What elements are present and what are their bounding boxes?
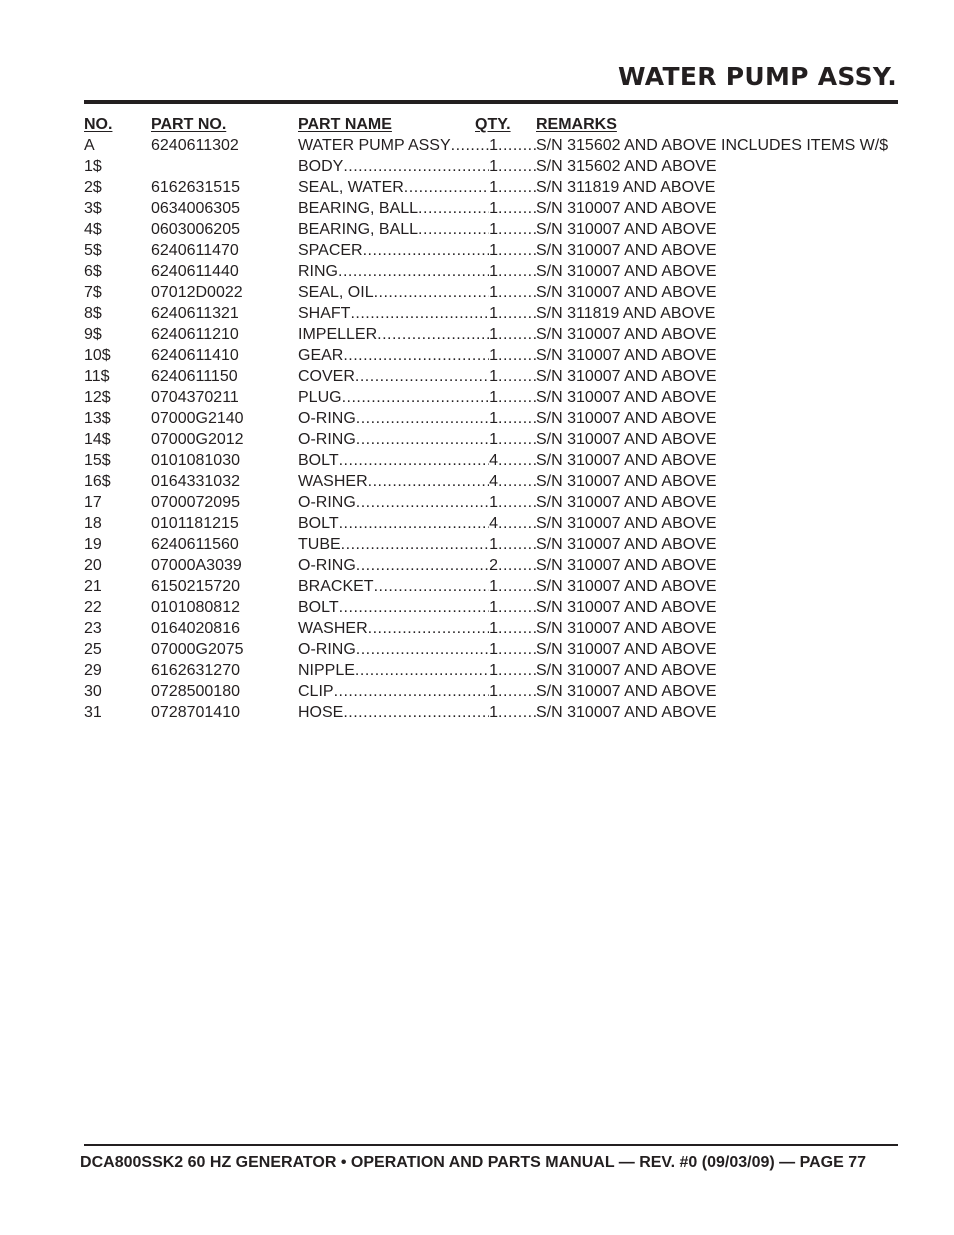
dot-leader: [498, 261, 536, 282]
part-number: 6240611440: [151, 263, 239, 280]
dot-leader: [498, 450, 536, 471]
quantity: 1: [489, 242, 498, 259]
dot-leader: [355, 660, 489, 681]
table-row: [84, 198, 884, 219]
dot-leader: [356, 429, 489, 450]
dot-leader: [343, 702, 489, 723]
part-name-qty-cell: [298, 345, 536, 366]
item-number: 8$: [84, 305, 102, 322]
dot-leader: [341, 534, 489, 555]
remarks: S/N 315602 AND ABOVE: [536, 158, 717, 175]
part-number: 07000A3039: [151, 557, 242, 574]
part-name-qty-cell: [298, 471, 536, 492]
part-number: 0700072095: [151, 494, 240, 511]
dot-leader: [498, 135, 536, 156]
remarks: S/N 310007 AND ABOVE: [536, 410, 717, 427]
table-row: [84, 261, 884, 282]
quantity: 1: [489, 599, 498, 616]
part-number: 6240611410: [151, 347, 239, 364]
remarks: S/N 310007 AND ABOVE: [536, 662, 717, 679]
part-name: TUBE: [298, 536, 341, 553]
part-name: SEAL, WATER: [298, 179, 404, 196]
item-number: 14$: [84, 431, 111, 448]
quantity: 1: [489, 305, 498, 322]
item-number: 5$: [84, 242, 102, 259]
dot-leader: [498, 282, 536, 303]
part-number: 0101080812: [151, 599, 240, 616]
title-divider: [84, 100, 898, 104]
quantity: 4: [489, 515, 498, 532]
item-number: 21: [84, 578, 102, 595]
quantity: 1: [489, 284, 498, 301]
remarks: S/N 310007 AND ABOVE: [536, 620, 717, 637]
quantity: 1: [489, 641, 498, 658]
remarks: S/N 310007 AND ABOVE: [536, 494, 717, 511]
table-row: [84, 219, 884, 240]
dot-leader: [418, 198, 489, 219]
item-number: 20: [84, 557, 102, 574]
part-name-qty-cell: [298, 387, 536, 408]
remarks: S/N 310007 AND ABOVE: [536, 641, 717, 658]
quantity: 1: [489, 578, 498, 595]
part-number: 07000G2075: [151, 641, 244, 658]
remarks: S/N 310007 AND ABOVE: [536, 347, 717, 364]
dot-leader: [498, 534, 536, 555]
part-name: BRACKET: [298, 578, 374, 595]
dot-leader: [374, 576, 490, 597]
remarks: S/N 310007 AND ABOVE: [536, 704, 717, 721]
table-row: [84, 492, 884, 513]
dot-leader: [368, 471, 489, 492]
part-number: 07012D0022: [151, 284, 243, 301]
dot-leader: [498, 408, 536, 429]
part-name: SPACER: [298, 242, 363, 259]
part-name-qty-cell: [298, 240, 536, 261]
part-name: O-RING: [298, 557, 356, 574]
table-row: [84, 618, 884, 639]
item-number: 18: [84, 515, 102, 532]
part-number: 6240611150: [151, 368, 238, 385]
table-row: [84, 576, 884, 597]
part-name: WATER PUMP ASSY: [298, 137, 451, 154]
dot-leader: [498, 597, 536, 618]
item-number: 17: [84, 494, 102, 511]
quantity: 1: [489, 347, 498, 364]
dot-leader: [498, 219, 536, 240]
quantity: 2: [489, 557, 498, 574]
item-number: 10$: [84, 347, 111, 364]
part-name: PLUG: [298, 389, 342, 406]
item-number: 2$: [84, 179, 102, 196]
part-number: 0164020816: [151, 620, 240, 637]
part-name-qty-cell: [298, 429, 536, 450]
part-name-qty-cell: [298, 660, 536, 681]
dot-leader: [356, 639, 489, 660]
item-number: 23: [84, 620, 102, 637]
part-name: SEAL, OIL: [298, 284, 374, 301]
quantity: 1: [489, 704, 498, 721]
part-name-qty-cell: [298, 618, 536, 639]
item-number: 29: [84, 662, 102, 679]
table-row: [84, 135, 889, 156]
remarks: S/N 310007 AND ABOVE: [536, 368, 717, 385]
table-row: [84, 450, 884, 471]
dot-leader: [498, 471, 536, 492]
header-remarks: REMARKS: [536, 116, 617, 133]
part-name: CLIP: [298, 683, 334, 700]
dot-leader: [377, 324, 489, 345]
dot-leader: [418, 219, 489, 240]
dot-leader: [498, 198, 536, 219]
part-number: 07000G2140: [151, 410, 244, 427]
part-name-qty-cell: [298, 597, 536, 618]
remarks: S/N 310007 AND ABOVE: [536, 221, 717, 238]
item-number: 11$: [84, 368, 110, 385]
quantity: 1: [489, 536, 498, 553]
table-row: [84, 429, 884, 450]
quantity: 1: [489, 200, 498, 217]
part-name-qty-cell: [298, 513, 536, 534]
remarks: S/N 310007 AND ABOVE: [536, 284, 717, 301]
part-name: BOLT: [298, 515, 339, 532]
header-part-no: PART NO.: [151, 116, 227, 133]
dot-leader: [498, 576, 536, 597]
dot-leader: [356, 555, 489, 576]
remarks: S/N 310007 AND ABOVE: [536, 515, 717, 532]
part-name-qty-cell: [298, 156, 536, 177]
dot-leader: [498, 639, 536, 660]
header-qty: QTY.: [475, 116, 511, 133]
dot-leader: [498, 618, 536, 639]
table-row: [84, 513, 884, 534]
dot-leader: [498, 681, 536, 702]
part-number: 0728500180: [151, 683, 240, 700]
part-name-qty-cell: [298, 282, 536, 303]
item-number: 25: [84, 641, 102, 658]
dot-leader: [498, 387, 536, 408]
part-name-qty-cell: [298, 261, 536, 282]
dot-leader: [498, 303, 536, 324]
part-number: 6162631515: [151, 179, 240, 196]
part-name-qty-cell: [298, 681, 536, 702]
part-name: BEARING, BALL: [298, 200, 419, 217]
part-name: HOSE: [298, 704, 344, 721]
table-row: [84, 597, 884, 618]
part-name-qty-cell: [298, 639, 536, 660]
table-row: [84, 240, 884, 261]
dot-leader: [498, 156, 536, 177]
remarks: S/N 310007 AND ABOVE: [536, 578, 717, 595]
remarks: S/N 315602 AND ABOVE INCLUDES ITEMS W/$: [536, 137, 889, 154]
dot-leader: [451, 135, 489, 156]
part-number: 0164331032: [151, 473, 240, 490]
table-header-row: [84, 114, 884, 135]
dot-leader: [334, 681, 490, 702]
page-footer: DCA800SSK2 60 HZ GENERATOR • OPERATION AND PARTS MANUAL — REV. #0 (09/03/09) — PAGE 77: [80, 1154, 866, 1171]
part-name-qty-cell: [298, 198, 536, 219]
part-number: 6240611560: [151, 536, 239, 553]
part-name: RING: [298, 263, 338, 280]
part-name: BODY: [298, 158, 344, 175]
part-name-qty-cell: [298, 576, 536, 597]
part-number: 6240611210: [151, 326, 239, 343]
quantity: 4: [489, 473, 498, 490]
dot-leader: [339, 450, 489, 471]
part-name-qty-cell: [298, 303, 536, 324]
remarks: S/N 310007 AND ABOVE: [536, 263, 717, 280]
dot-leader: [498, 366, 536, 387]
table-body: [84, 135, 889, 723]
dot-leader: [342, 387, 490, 408]
part-number: 0603006205: [151, 221, 240, 238]
dot-leader: [350, 303, 489, 324]
table-row: [84, 303, 884, 324]
part-number: 0728701410: [151, 704, 240, 721]
part-name: NIPPLE: [298, 662, 355, 679]
dot-leader: [498, 702, 536, 723]
remarks: S/N 310007 AND ABOVE: [536, 452, 717, 469]
dot-leader: [498, 492, 536, 513]
quantity: 1: [489, 221, 498, 238]
remarks: S/N 310007 AND ABOVE: [536, 326, 717, 343]
dot-leader: [498, 240, 536, 261]
header-part-name: PART NAME: [298, 116, 392, 133]
dot-leader: [498, 177, 536, 198]
part-name-qty-cell: [298, 324, 536, 345]
quantity: 1: [489, 389, 498, 406]
part-name-qty-cell: [298, 702, 536, 723]
item-number: 30: [84, 683, 102, 700]
part-number: 0101081030: [151, 452, 240, 469]
dot-leader: [498, 513, 536, 534]
quantity: 1: [489, 620, 498, 637]
quantity: 1: [489, 137, 498, 154]
table-row: [84, 345, 884, 366]
table-row: [84, 660, 884, 681]
remarks: S/N 310007 AND ABOVE: [536, 200, 717, 217]
part-name: BOLT: [298, 452, 339, 469]
page-title: WATER PUMP ASSY.: [618, 62, 897, 91]
dot-leader: [374, 282, 490, 303]
item-number: 15$: [84, 452, 111, 469]
dot-leader: [368, 618, 489, 639]
item-number: 7$: [84, 284, 102, 301]
table-row: [84, 639, 884, 660]
table-row: [84, 702, 884, 723]
quantity: 1: [489, 683, 498, 700]
part-name: O-RING: [298, 494, 356, 511]
dot-leader: [339, 597, 489, 618]
table-row: [84, 324, 884, 345]
part-name-qty-cell: [298, 534, 536, 555]
item-number: 19: [84, 536, 102, 553]
table-row: [84, 156, 884, 177]
table-row: [84, 471, 884, 492]
remarks: S/N 310007 AND ABOVE: [536, 473, 717, 490]
dot-leader: [355, 366, 489, 387]
quantity: 1: [489, 410, 498, 427]
dot-leader: [343, 345, 489, 366]
table-row: [84, 177, 884, 198]
dot-leader: [498, 345, 536, 366]
item-number: 3$: [84, 200, 102, 217]
part-number: 07000G2012: [151, 431, 244, 448]
item-number: 12$: [84, 389, 111, 406]
quantity: 1: [489, 263, 498, 280]
item-number: 13$: [84, 410, 111, 427]
part-number: 0101181215: [151, 515, 239, 532]
remarks: S/N 310007 AND ABOVE: [536, 557, 717, 574]
table-row: [84, 681, 884, 702]
part-number: 6240611302: [151, 137, 239, 154]
parts-table: [84, 114, 889, 723]
header-no: NO.: [84, 116, 113, 133]
quantity: 1: [489, 494, 498, 511]
dot-leader: [498, 324, 536, 345]
part-name: WASHER: [298, 473, 368, 490]
table-row: [84, 387, 884, 408]
part-number: 0704370211: [151, 389, 239, 406]
remarks: S/N 310007 AND ABOVE: [536, 536, 717, 553]
part-name: O-RING: [298, 410, 356, 427]
part-number: 6240611321: [151, 305, 239, 322]
item-number: 31: [84, 704, 102, 721]
quantity: 1: [489, 662, 498, 679]
part-name-qty-cell: [298, 555, 536, 576]
table-row: [84, 534, 884, 555]
part-name: GEAR: [298, 347, 344, 364]
item-number: 9$: [84, 326, 102, 343]
table-row: [84, 282, 884, 303]
footer-divider: [84, 1144, 898, 1146]
part-name: WASHER: [298, 620, 368, 637]
table-row: [84, 408, 884, 429]
dot-leader: [339, 513, 489, 534]
remarks: S/N 311819 AND ABOVE: [536, 305, 716, 322]
part-name: O-RING: [298, 431, 356, 448]
part-name-qty-cell: [298, 177, 536, 198]
part-name: SHAFT: [298, 305, 351, 322]
dot-leader: [498, 660, 536, 681]
quantity: 4: [489, 452, 498, 469]
dot-leader: [356, 492, 489, 513]
dot-leader: [498, 555, 536, 576]
dot-leader: [343, 156, 489, 177]
part-number: 6240611470: [151, 242, 239, 259]
remarks: S/N 310007 AND ABOVE: [536, 683, 717, 700]
item-number: 6$: [84, 263, 102, 280]
dot-leader: [498, 429, 536, 450]
dot-leader: [363, 240, 489, 261]
part-name-qty-cell: [298, 135, 536, 156]
dot-leader: [338, 261, 489, 282]
item-number: 16$: [84, 473, 111, 490]
table-row: [84, 366, 884, 387]
part-number: 0634006305: [151, 200, 240, 217]
part-name-qty-cell: [298, 366, 536, 387]
remarks: S/N 310007 AND ABOVE: [536, 431, 717, 448]
item-number: A: [84, 137, 95, 154]
part-name: BOLT: [298, 599, 339, 616]
remarks: S/N 310007 AND ABOVE: [536, 599, 717, 616]
part-name-qty-cell: [298, 219, 536, 240]
part-name-qty-cell: [298, 408, 536, 429]
table-row: [84, 555, 884, 576]
part-name: BEARING, BALL: [298, 221, 419, 238]
dot-leader: [404, 177, 489, 198]
quantity: 1: [489, 431, 498, 448]
part-name: IMPELLER: [298, 326, 378, 343]
part-name: COVER: [298, 368, 355, 385]
quantity: 1: [489, 158, 498, 175]
remarks: S/N 311819 AND ABOVE: [536, 179, 716, 196]
remarks: S/N 310007 AND ABOVE: [536, 242, 717, 259]
part-name: O-RING: [298, 641, 356, 658]
quantity: 1: [489, 326, 498, 343]
quantity: 1: [489, 368, 498, 385]
quantity: 1: [489, 179, 498, 196]
remarks: S/N 310007 AND ABOVE: [536, 389, 717, 406]
part-name-qty-cell: [298, 492, 536, 513]
dot-leader: [356, 408, 489, 429]
item-number: 22: [84, 599, 102, 616]
item-number: 4$: [84, 221, 102, 238]
part-name-qty-cell: [298, 450, 536, 471]
item-number: 1$: [84, 158, 102, 175]
part-number: 6150215720: [151, 578, 240, 595]
part-number: 6162631270: [151, 662, 240, 679]
